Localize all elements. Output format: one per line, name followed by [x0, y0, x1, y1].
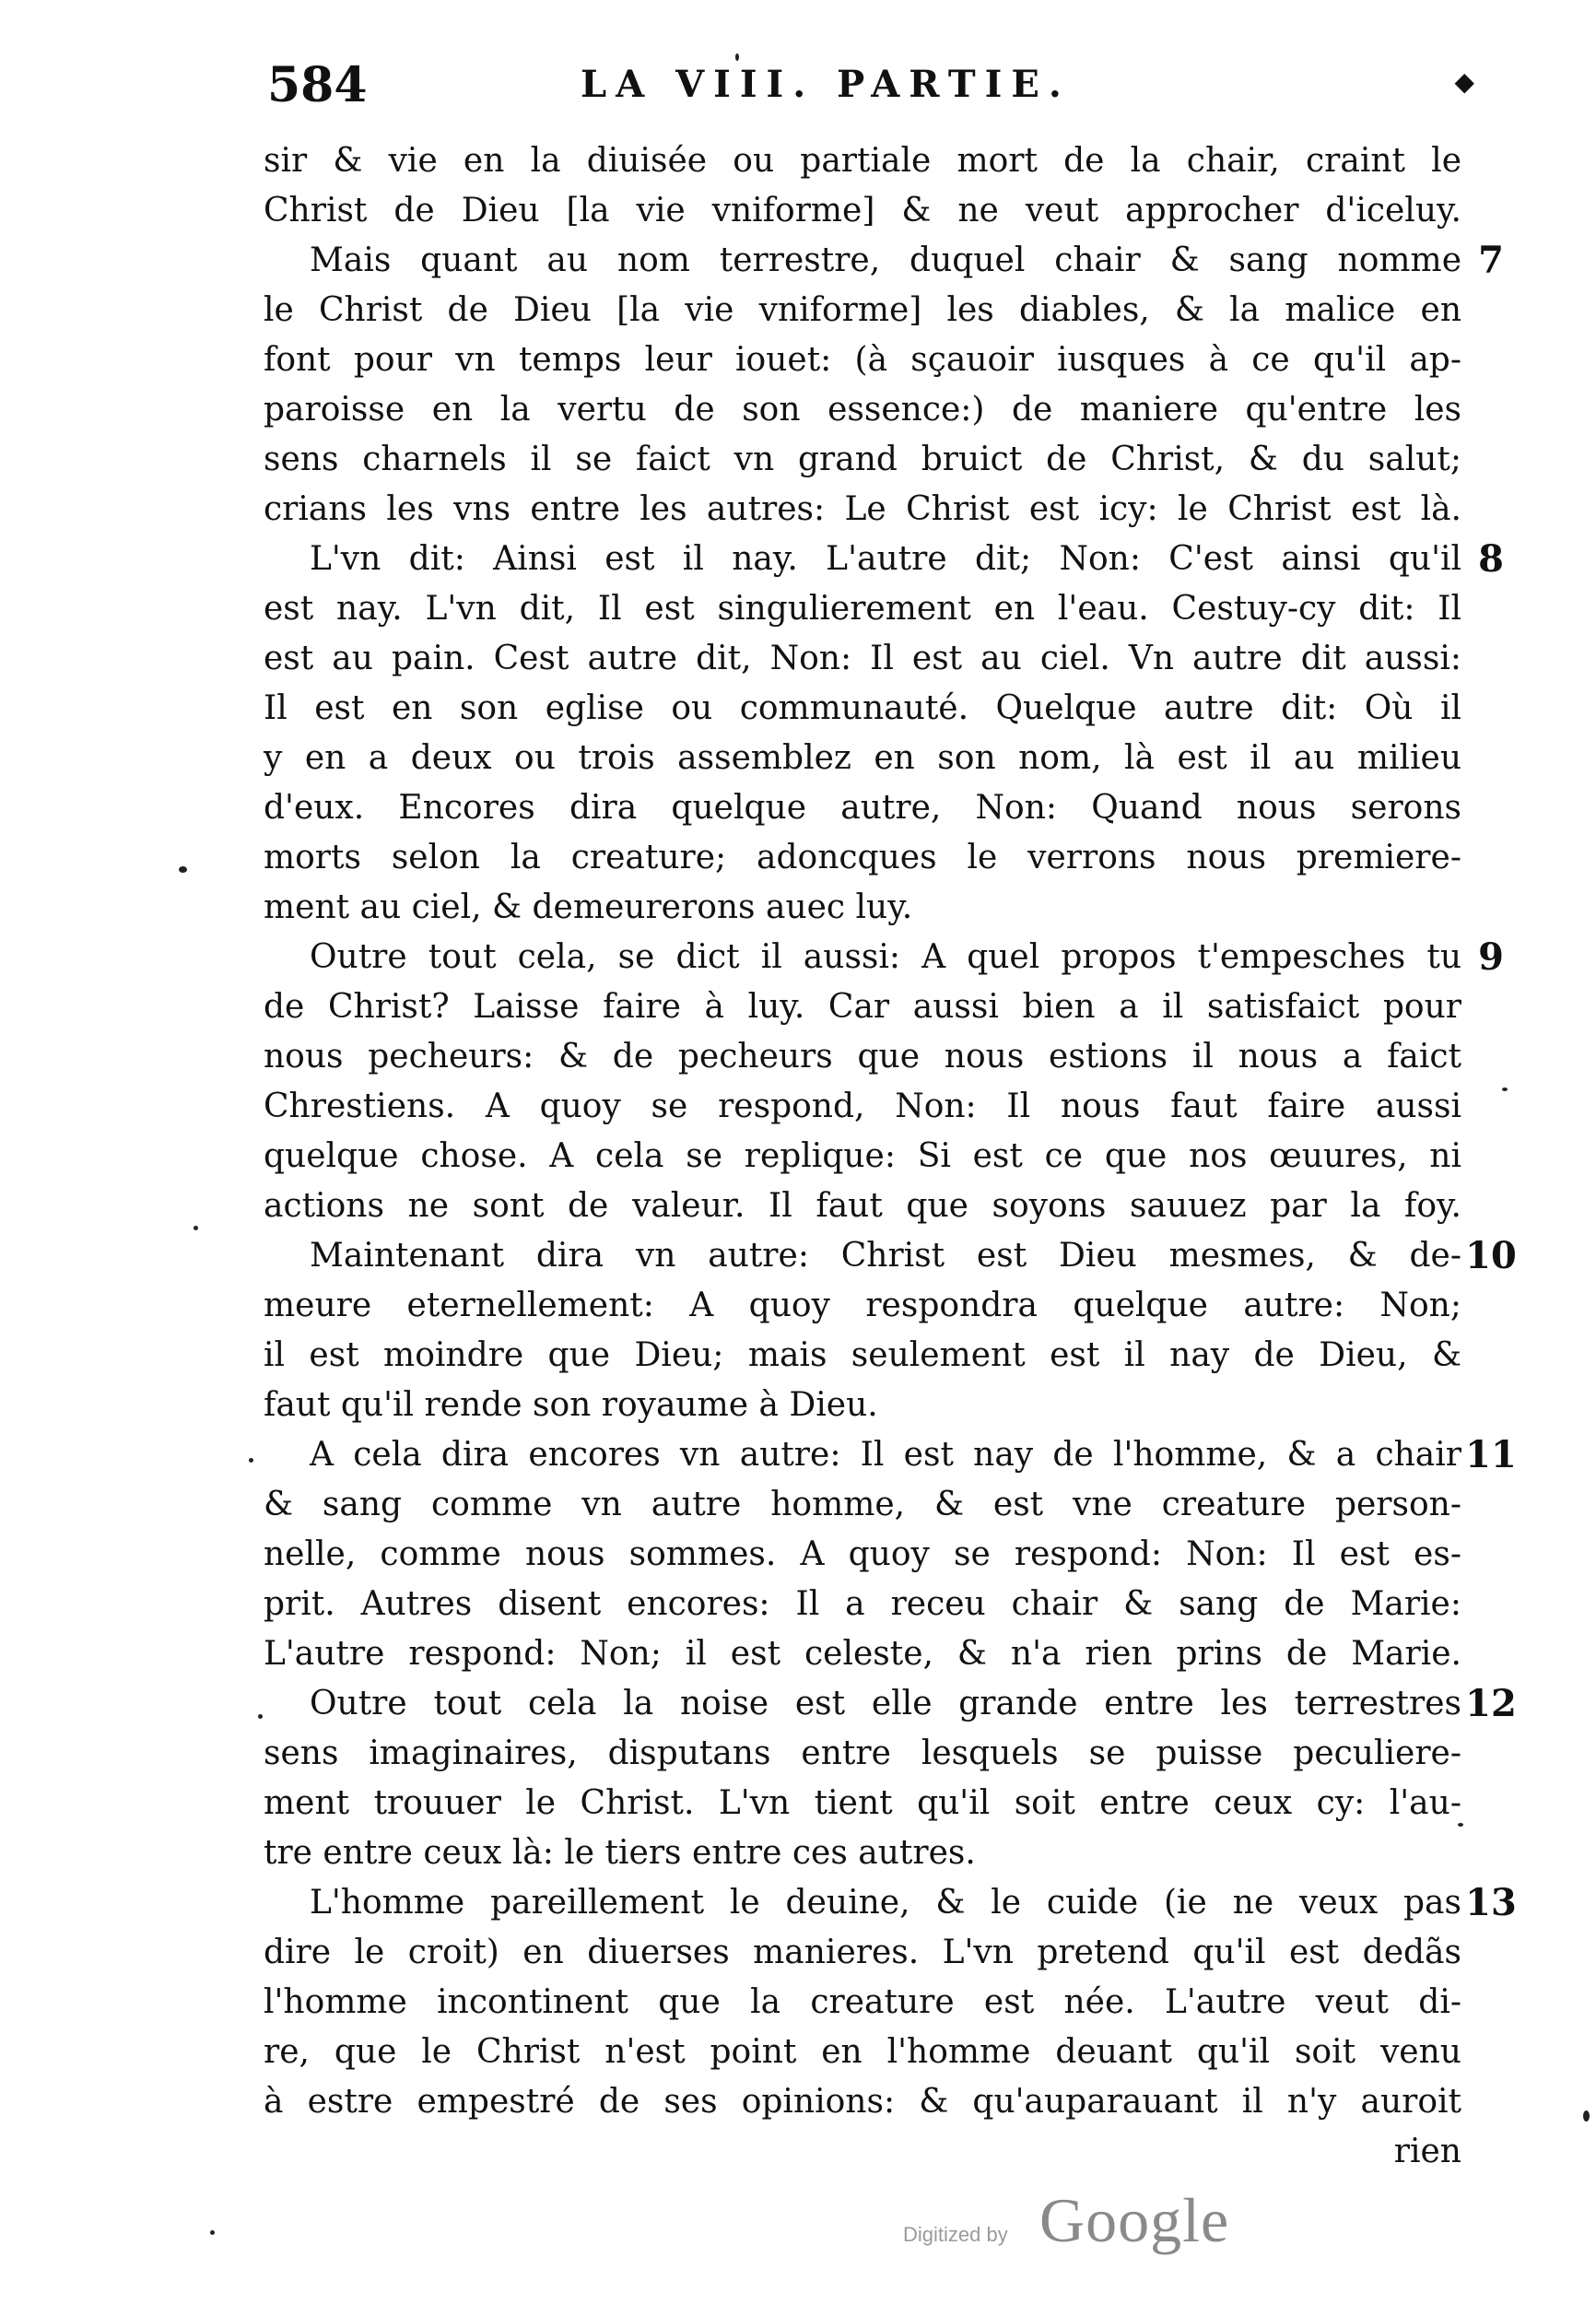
ornament-mark: ◆ — [1454, 66, 1474, 97]
margin-section-number: 7 — [1478, 239, 1504, 282]
text-line: est au pain. Cest autre dit, Non: Il est au ciel. Vn autre dit aussi: — [264, 640, 1461, 677]
ink-speck — [210, 2230, 215, 2235]
text-line: Maintenant dira vn autre: Christ est Dieu mesmes, & de- — [310, 1237, 1461, 1275]
text-line: ment trouuer le Christ. L'vn tient qu'il soit entre ceux cy: l'au- — [264, 1784, 1461, 1822]
catchword: rien — [1393, 2133, 1461, 2170]
text-line: nelle, comme nous sommes. A quoy se respond: Non: Il est es- — [264, 1535, 1461, 1573]
text-line: Outre tout cela, se dict il aussi: A quel propos t'empesches tu — [310, 938, 1461, 976]
text-line: sir & vie en la diuisée ou partiale mort de la chair, craint le — [264, 142, 1461, 180]
text-line: faut qu'il rende son royaume à Dieu. — [264, 1386, 878, 1424]
text-line: ment au ciel, & demeurerons auec luy. — [264, 888, 913, 926]
google-logo: Google — [1039, 2185, 1230, 2255]
digitized-by-label: Digitized by — [903, 2223, 1008, 2246]
text-line: à estre empestré de ses opinions: & qu'auparauant il n'y auroit — [264, 2083, 1461, 2121]
text-line: y en a deux ou trois assemblez en son nom, là est il au milieu — [264, 739, 1461, 777]
margin-section-number: 11 — [1465, 1433, 1517, 1476]
ink-speck — [258, 1714, 263, 1719]
text-line: Christ de Dieu [la vie vniforme] & ne veut approcher d'iceluy. — [264, 192, 1461, 229]
running-head — [267, 57, 1474, 131]
margin-section-number: 10 — [1465, 1234, 1517, 1277]
text-line: est nay. L'vn dit, Il est singulierement en l'eau. Cestuy-cy dit: Il — [264, 590, 1461, 628]
text-line: A cela dira encores vn autre: Il est nay de l'homme, & a chair — [310, 1436, 1461, 1474]
text-line: morts selon la creature; adoncques le verrons nous premiere- — [264, 839, 1461, 876]
text-line: il est moindre que Dieu; mais seulement est il nay de Dieu, & — [264, 1336, 1461, 1374]
text-line: paroisse en la vertu de son essence:) de maniere qu'entre les — [264, 391, 1461, 429]
ink-speck — [194, 1226, 198, 1230]
text-line: font pour vn temps leur iouet: (à sçauoir iusques à ce qu'il ap- — [264, 341, 1461, 379]
ink-speck — [249, 1458, 253, 1463]
digitization-watermark — [903, 2184, 1272, 2267]
margin-section-number: 12 — [1465, 1682, 1517, 1725]
text-line: re, que le Christ n'est point en l'homme deuant qu'il soit venu — [264, 2033, 1461, 2071]
margin-section-number: 8 — [1478, 537, 1504, 581]
margin-section-number: 9 — [1478, 935, 1504, 979]
text-line: Outre tout cela la noise est elle grande entre les terrestres — [310, 1685, 1461, 1722]
page-number: 584 — [267, 57, 368, 113]
text-line: & sang comme vn autre homme, & est vne creature person- — [264, 1486, 1461, 1523]
text-line: meure eternellement: A quoy respondra quelque autre: Non; — [264, 1287, 1461, 1324]
text-line: L'autre respond: Non; il est celeste, & n'a rien prins de Marie. — [264, 1635, 1461, 1673]
ink-speck — [1502, 1087, 1508, 1091]
text-line: prit. Autres disent encores: Il a receu chair & sang de Marie: — [264, 1585, 1461, 1623]
text-line: de Christ? Laisse faire à luy. Car aussi bien a il satisfaict pour — [264, 988, 1461, 1026]
text-line: L'vn dit: Ainsi est il nay. L'autre dit; Non: C'est ainsi qu'il — [310, 540, 1461, 578]
text-line: quelque chose. A cela se replique: Si est ce que nos œuures, ni — [264, 1137, 1461, 1175]
text-line: Il est en son eglise ou communauté. Quelque autre dit: Où il — [264, 689, 1461, 727]
text-line: crians les vns entre les autres: Le Christ est icy: le Christ est là. — [264, 490, 1461, 528]
text-line: dire le croit) en diuerses manieres. L'vn pretend qu'il est dedãs — [264, 1934, 1461, 1971]
text-line: nous pecheurs: & de pecheurs que nous estions il nous a faict — [264, 1038, 1461, 1076]
text-line: actions ne sont de valeur. Il faut que soyons sauuez par la foy. — [264, 1187, 1461, 1225]
body-text — [264, 136, 1461, 2182]
text-line: le Christ de Dieu [la vie vniforme] les diables, & la malice en — [264, 291, 1461, 329]
ink-speck — [1458, 1823, 1463, 1827]
ink-speck — [735, 53, 739, 61]
text-line: Chrestiens. A quoy se respond, Non: Il nous faut faire aussi — [264, 1087, 1461, 1125]
margin-section-number: 13 — [1465, 1881, 1517, 1924]
ink-speck — [1583, 2110, 1590, 2122]
ink-speck — [179, 866, 187, 873]
text-line: L'homme pareillement le deuine, & le cuide (ie ne veux pas — [310, 1884, 1461, 1922]
text-line: Mais quant au nom terrestre, duquel chair & sang nomme — [310, 241, 1461, 279]
text-line: sens charnels il se faict vn grand bruict de Christ, & du salut; — [264, 441, 1461, 478]
text-line: l'homme incontinent que la creature est née. L'autre veut di- — [264, 1983, 1461, 2021]
text-line: tre entre ceux là: le tiers entre ces autres. — [264, 1834, 976, 1872]
text-line: d'eux. Encores dira quelque autre, Non: Quand nous serons — [264, 789, 1461, 827]
running-title: LA VIII. PARTIE. — [581, 63, 1071, 106]
text-line: sens imaginaires, disputans entre lesquels se puisse peculiere- — [264, 1734, 1461, 1772]
